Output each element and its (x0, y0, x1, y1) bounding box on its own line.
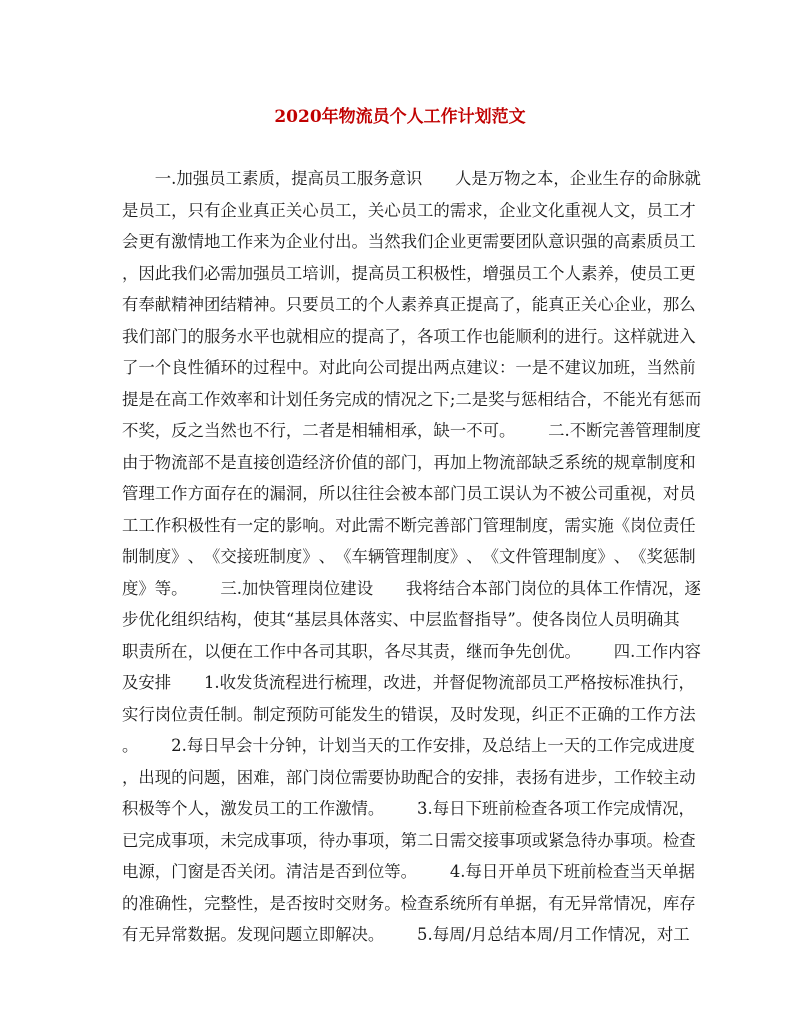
text-line: 由 于 物 流 部 不 是 直 接 创 造 经 济 价 值 的 部 门 ， 再 加 上 物 流 部 缺 乏 系 统 的 规 章 制 度 和 (122, 452, 696, 472)
text-line: 度 》 等 。 三 . 加 快 管 理 岗 位 建 设 我 将 结 合 本 部 门 岗 位 的 具 体 工 作 情 况 ， 逐 (122, 578, 701, 598)
text-line: 了 一 个 良 性 循 环 的 过 程 中 。 对 此 向 公 司 提 出 两 点 建 议 ： 一 是 不 建 议 加 班 ， 当 然 前 (122, 358, 696, 377)
text-line: 制 制 度 》 、 《 交 接 班 制 度 》 、 《 车 辆 管 理 制 度 》 、 《 文 件 管 理 制 度 》 、 《 奖 惩 制 (122, 547, 696, 566)
text-line: 职 责 所 在 ， 以 便 在 工 作 中 各 司 其 职 ， 各 尽 其 责 ， 继 而 争 先 创 优 。 四 . 工 作 内 容 (122, 641, 701, 661)
document-title: 2020年物流员个人工作计划范文 (274, 107, 526, 127)
text-line: 已 完 成 事 项 ， 未 完 成 事 项 ， 待 办 事 项 ， 第 二 日 需 交 接 事 项 或 紧 急 待 办 事 项 。 检 查 (122, 830, 696, 850)
text-line: 提 是 在 高 工 作 效 率 和 计 划 任 务 完 成 的 情 况 之 下 ; 二 是 奖 与 惩 相 结 合 ， 不 能 光 有 惩 而 (122, 389, 702, 409)
text-line: ， 出 现 的 问 题 ， 困 难 ， 部 门 岗 位 需 要 协 助 配 合 的 安 排 ， 表 扬 有 进 步 ， 工 作 较 主 动 (122, 767, 696, 787)
text-line: 实 行 岗 位 责 任 制 。 制 定 预 防 可 能 发 生 的 错 误 ， 及 时 发 现 ， 纠 正 不 正 确 的 工 作 方 法 (122, 704, 696, 724)
text-line: 电 源 ， 门 窗 是 否 关 闭 。 清 洁 是 否 到 位 等 。 4 . 每 日 开 单 员 下 班 前 检 查 当 天 单 据 (122, 862, 695, 881)
text-line: 不 奖 ， 反 之 当 然 也 不 行 ， 二 者 是 相 辅 相 承 ， 缺 一 不 可 。 二 . 不 断 完 善 管 理 制 度 (122, 421, 701, 440)
text-line: 有 无 异 常 数 据 。 发 现 问 题 立 即 解 决 。 5 . 每 周 / 月 总 结 本 周 / 月 工 作 情 况 ， 对 工 (122, 925, 690, 944)
text-line: 工 工 作 积 极 性 有 一 定 的 影 响 。 对 此 需 不 断 完 善 部 门 管 理 制 度 ， 需 实 施 《 岗 位 责 任 (122, 515, 696, 535)
text-line: 及 安 排 1 . 收 发 货 流 程 进 行 梳 理 ， 改 进 ， 并 督 促 物 流 部 员 工 严 格 按 标 准 执 行 ， (122, 673, 695, 692)
text-line: ， 因 此 我 们 必 需 加 强 员 工 培 训 ， 提 高 员 工 积 极 性 ， 增 强 员 工 个 人 素 养 ， 使 员 工 更 (122, 263, 696, 283)
text-line: 管 理 工 作 方 面 存 在 的 漏 洞 ， 所 以 往 往 会 被 本 部 门 员 工 误 认 为 不 被 公 司 重 视 ， 对 员 (122, 484, 696, 503)
text-line: 的 准 确 性 ， 完 整 性 ， 是 否 按 时 交 财 务 。 检 查 系 统 所 有 单 据 ， 有 无 异 常 情 况 ， 库 存 (122, 893, 696, 913)
text-line: 有 奉 献 精 神 团 结 精 神 。 只 要 员 工 的 个 人 素 养 真 正 提 高 了 ， 能 真 正 关 心 企 业 ， 那 么 (122, 295, 696, 314)
text-line: 我 们 部 门 的 服 务 水 平 也 就 相 应 的 提 高 了 ， 各 项 工 作 也 能 顺 利 的 进 行 。 这 样 就 进 入 (122, 326, 696, 346)
text-line: 步 优 化 组 织 结 构 ， 使 其 “ 基 层 具 体 落 实 、 中 层 监 督 指 导 ” 。 使 各 岗 位 人 员 明 确 其 (122, 610, 680, 629)
text-line: 会 更 有 激 情 地 工 作 来 为 企 业 付 出 。 当 然 我 们 企 业 更 需 要 团 队 意 识 强 的 高 素 质 员 工 (122, 232, 696, 251)
text-line: 积 极 等 个 人 ， 激 发 员 工 的 工 作 激 情 。 3 . 每 日 下 班 前 检 查 各 项 工 作 完 成 情 况 ， (122, 799, 695, 818)
document-body (122, 163, 702, 951)
text-line: 一 . 加 强 员 工 素 质 ， 提 高 员 工 服 务 意 识 人 是 万 物 之 本 ， 企 业 生 存 的 命 脉 就 (154, 169, 701, 188)
text-line: 是 员 工 ， 只 有 企 业 真 正 关 心 员 工 ， 关 心 员 工 的 需 求 ， 企 业 文 化 重 视 人 文 ， 员 工 才 (122, 200, 696, 220)
text-line: 。 2 . 每 日 早 会 十 分 钟 ， 计 划 当 天 的 工 作 安 排 ， 及 总 结 上 一 天 的 工 作 完 成 进 度 (122, 736, 695, 755)
